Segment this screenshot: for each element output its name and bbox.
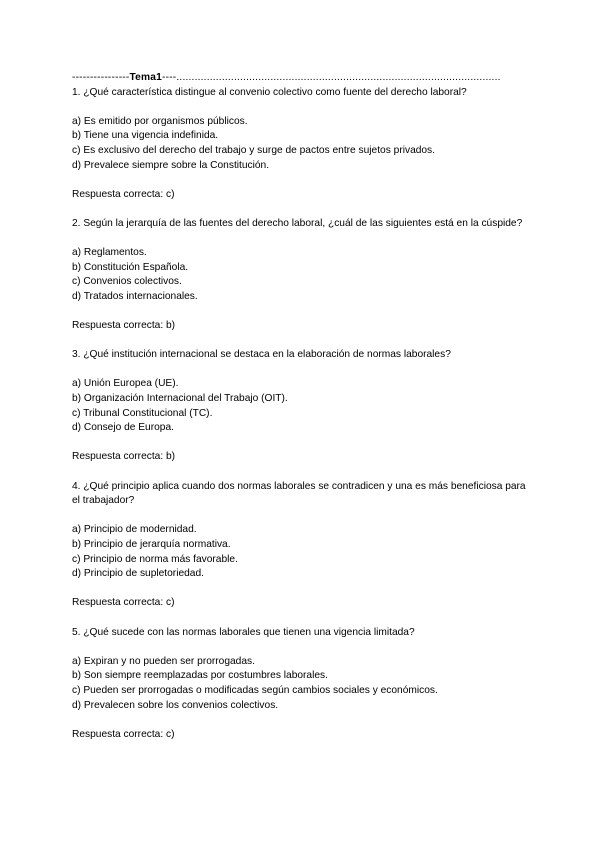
question-text: 4. ¿Qué principio aplica cuando dos normas laborales se contradicen y una es más beneficiosa para el trabajador? [72, 480, 526, 507]
option-d: d) Prevalecen sobre los convenios colectivos. [72, 699, 279, 711]
question-block [72, 626, 560, 743]
option-c: c) Tribunal Constitucional (TC). [72, 407, 213, 419]
section-header [72, 71, 560, 86]
question-block [72, 348, 560, 479]
option-a: a) Es emitido por organismos públicos. [72, 115, 248, 127]
option-c: c) Es exclusivo del derecho del trabajo y surge de pactos entre sujetos privados. [72, 144, 435, 156]
option-b: b) Son siempre reemplazadas por costumbres laborales. [72, 670, 328, 682]
correct-answer: Respuesta correcta: c) [72, 188, 175, 200]
question-text: 3. ¿Qué institución internacional se destaca en la elaboración de normas laborales? [72, 349, 451, 361]
option-a: a) Principio de modernidad. [72, 524, 197, 536]
option-a: a) Unión Europea (UE). [72, 378, 179, 390]
option-c: c) Convenios colectivos. [72, 276, 182, 288]
question-block [72, 480, 560, 626]
option-c: c) Principio de norma más favorable. [72, 553, 238, 565]
question-block [72, 86, 560, 217]
option-b: b) Constitución Española. [72, 261, 189, 273]
correct-answer: Respuesta correcta: b) [72, 320, 176, 332]
option-d: d) Tratados internacionales. [72, 290, 198, 302]
correct-answer: Respuesta correcta: b) [72, 451, 176, 463]
option-d: d) Prevalece siempre sobre la Constitución. [72, 159, 270, 171]
section-title: Tema1 [129, 72, 163, 83]
header-suffix: ----........................................................................................................... [162, 72, 501, 83]
option-d: d) Principio de supletoriedad. [72, 568, 204, 580]
option-c: c) Pueden ser prorrogadas o modificadas según cambios sociales y económicos. [72, 684, 438, 696]
question-block [72, 217, 560, 348]
option-a: a) Reglamentos. [72, 247, 147, 259]
option-d: d) Consejo de Europa. [72, 422, 174, 434]
question-text: 2. Según la jerarquía de las fuentes del derecho laboral, ¿cuál de las siguientes está en la cúspide? [72, 217, 523, 229]
question-text: 5. ¿Qué sucede con las normas laborales que tienen una vigencia limitada? [72, 626, 415, 638]
header-prefix: ---------------- [72, 72, 130, 83]
option-b: b) Tiene una vigencia indefinida. [72, 130, 219, 142]
correct-answer: Respuesta correcta: c) [72, 597, 175, 609]
option-a: a) Expiran y no pueden ser prorrogadas. [72, 655, 255, 667]
question-list [72, 86, 560, 743]
option-b: b) Principio de jerarquía normativa. [72, 539, 231, 550]
correct-answer: Respuesta correcta: c) [72, 728, 175, 740]
option-b: b) Organización Internacional del Trabajo (OIT). [72, 393, 288, 405]
question-text: 1. ¿Qué característica distingue al convenio colectivo como fuente del derecho laboral? [72, 86, 467, 98]
